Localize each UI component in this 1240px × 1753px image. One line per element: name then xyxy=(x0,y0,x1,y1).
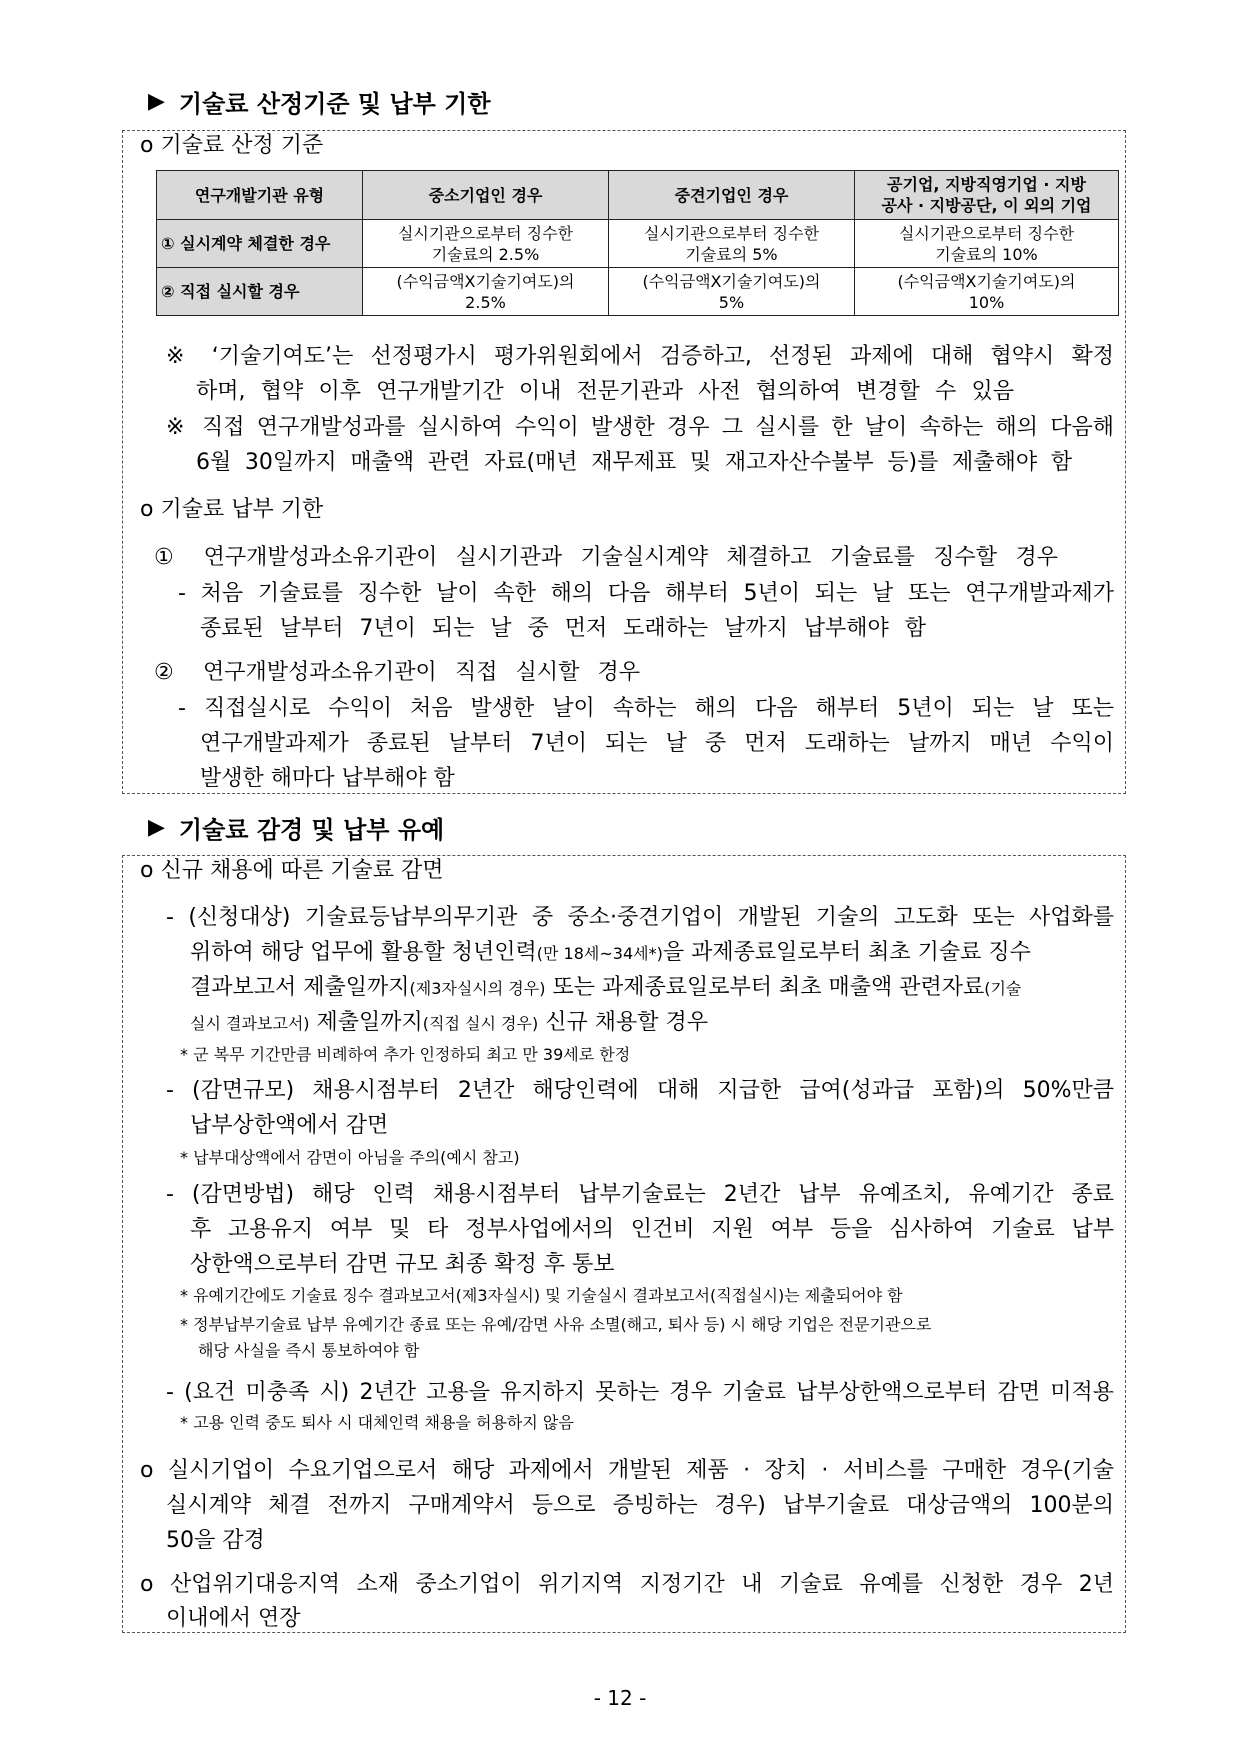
cell-line: 실시기관으로부터 징수한 xyxy=(397,223,574,243)
purchase-line: 50을 감경 xyxy=(166,1528,265,1553)
text-run: (직접 실시 경우) xyxy=(422,1014,539,1033)
note-line: ※ ‘기술기여도’는 선정평가시 평가위원회에서 검증하고, 선정된 과제에 대해 협약시 확정 xyxy=(166,344,1114,369)
cell-line: 2.5% xyxy=(465,292,506,312)
note-line: ※ 직접 연구개발성과를 실시하여 수익이 발생한 경우 그 실시를 한 날이 속하는 해의 다음해 xyxy=(166,415,1114,440)
unmet-line: - (요건 미충족 시) 2년간 고용을 유지하지 못하는 경우 기술료 납부상한액으로부터 감면 미적용 xyxy=(166,1380,1114,1405)
cell-line: 5% xyxy=(718,292,745,312)
cell-line: 기술료의 10% xyxy=(935,244,1038,264)
table-cell xyxy=(609,220,855,268)
text-run: 제출일까지 xyxy=(309,1010,423,1035)
text-run: (기술 xyxy=(984,979,1022,998)
section-heading-text: 기술료 감경 및 납부 유예 xyxy=(178,816,445,844)
table-header-row xyxy=(157,171,1119,220)
table-cell xyxy=(609,268,855,316)
scale-line: 납부상한액에서 감면 xyxy=(190,1113,389,1138)
case1-line: 종료된 날부터 7년이 되는 날 중 먼저 도래하는 날까지 납부해야 함 xyxy=(200,616,926,641)
table-cell xyxy=(855,268,1119,316)
footnote: * 고용 인력 중도 퇴사 시 대체인력 채용을 허용하지 않음 xyxy=(180,1413,574,1432)
section-heading-fee-relief xyxy=(148,810,444,845)
method-line: - (감면방법) 해당 인력 채용시점부터 납부기술료는 2년간 납부 유예조치, 유예기간 종료 xyxy=(166,1182,1114,1207)
case1-title: ① 연구개발성과소유기관이 실시기관과 기술실시계약 체결하고 기술료를 징수할 경우 xyxy=(154,545,1058,570)
target-line xyxy=(190,938,1031,969)
triangle-bullet-icon: ▶ xyxy=(148,815,165,840)
table-cell xyxy=(363,220,609,268)
footnote: * 유예기간에도 기술료 징수 결과보고서(제3자실시) 및 기술실시 결과보고서(직접실시)는 제출되어야 함 xyxy=(180,1286,903,1305)
cell-line: (수익금액X기술기여도)의 xyxy=(897,271,1076,291)
case2-line: 발생한 해마다 납부해야 함 xyxy=(200,766,455,791)
cell-line: (수익금액X기술기여도)의 xyxy=(642,271,821,291)
text-run: 또는 과제종료일로부터 최초 매출액 관련자료 xyxy=(545,975,985,1000)
target-line xyxy=(190,973,1021,1004)
table-cell xyxy=(855,220,1119,268)
row-label: ② 직접 실시할 경우 xyxy=(157,268,363,316)
cell-line: 기술료의 5% xyxy=(685,244,778,264)
purchase-line: o 실시기업이 수요기업으로서 해당 과제에서 개발된 제품 · 장치 · 서비스를 구매한 경우(기술 xyxy=(140,1458,1114,1483)
deadline-title: o 기술료 납부 기한 xyxy=(140,497,324,522)
triangle-bullet-icon: ▶ xyxy=(148,89,165,114)
method-line: 상한액으로부터 감면 규모 최종 확정 후 통보 xyxy=(190,1252,615,1277)
table-header-cell: 연구개발기관 유형 xyxy=(157,171,363,220)
table-cell xyxy=(363,268,609,316)
text-run: 을 과제종료일로부터 최초 기술료 징수 xyxy=(662,940,1031,965)
footnote: * 납부대상액에서 감면이 아님을 주의(예시 참고) xyxy=(180,1148,520,1167)
target-line xyxy=(190,1008,708,1039)
scale-line: - (감면규모) 채용시점부터 2년간 해당인력에 대해 지급한 급여(성과급 포함)의 50%만큼 xyxy=(166,1078,1114,1103)
target-line: - (신청대상) 기술료등납부의무기관 중 중소·중견기업이 개발된 기술의 고도화 또는 사업화를 xyxy=(166,905,1114,930)
row-label: ① 실시계약 체결한 경우 xyxy=(157,220,363,268)
case1-line: - 처음 기술료를 징수한 날이 속한 해의 다음 해부터 5년이 되는 날 또는 연구개발과제가 xyxy=(178,581,1114,606)
table-row xyxy=(157,268,1119,316)
text-run: 위하여 해당 업무에 활용할 청년인력 xyxy=(190,940,537,965)
header-line: 공기업, 지방직영기업 · 지방 xyxy=(887,175,1086,194)
crisis-line: o 산업위기대응지역 소재 중소기업이 위기지역 지정기간 내 기술료 유예를 신청한 경우 2년 xyxy=(140,1572,1114,1597)
case2-line: - 직접실시로 수익이 처음 발생한 날이 속하는 해의 다음 해부터 5년이 되는 날 또는 xyxy=(178,696,1114,721)
note-line: 6월 30일까지 매출액 관련 자료(매년 재무제표 및 재고자산수불부 등)를 제출해야 함 xyxy=(196,450,1072,475)
table-header-cell xyxy=(855,171,1119,220)
case2-line: 연구개발과제가 종료된 날부터 7년이 되는 날 중 먼저 도래하는 날까지 매년 수익이 xyxy=(200,731,1114,756)
text-run: 신규 채용할 경우 xyxy=(538,1010,708,1035)
page-number: - 12 - xyxy=(593,1686,647,1710)
method-line: 후 고용유지 여부 및 타 정부사업에서의 인건비 지원 여부 등을 심사하여 기술료 납부 xyxy=(190,1217,1114,1242)
cell-line: 10% xyxy=(968,292,1005,312)
text-run: (제3자실시의 경우) xyxy=(409,979,546,998)
text-run: (만 18세~34세*) xyxy=(536,944,663,963)
footnote: * 정부납부기술료 납부 유예기간 종료 또는 유예/감면 사유 소멸(해고, 퇴사 등) 시 해당 기업은 전문기관으로 xyxy=(180,1315,932,1334)
cell-line: 실시기관으로부터 징수한 xyxy=(643,223,820,243)
table-row xyxy=(157,220,1119,268)
table-header-cell: 중견기업인 경우 xyxy=(609,171,855,220)
section-heading-text: 기술료 산정기준 및 납부 기한 xyxy=(178,90,491,118)
purchase-line: 실시계약 체결 전까지 구매계약서 등으로 증빙하는 경우) 납부기술료 대상금액의 100분의 xyxy=(166,1493,1114,1518)
cell-line: (수익금액X기술기여도)의 xyxy=(396,271,575,291)
footnote: 해당 사실을 즉시 통보하여야 함 xyxy=(198,1341,420,1360)
footnote: * 군 복무 기간만큼 비례하여 추가 인정하되 최고 만 39세로 한정 xyxy=(180,1045,631,1064)
case2-title: ② 연구개발성과소유기관이 직접 실시할 경우 xyxy=(154,660,640,685)
crisis-line: 이내에서 연장 xyxy=(166,1606,301,1631)
text-run: 실시 결과보고서) xyxy=(190,1014,310,1033)
text-run: 결과보고서 제출일까지 xyxy=(190,975,410,1000)
header-line: 공사 · 지방공단, 이 외의 기업 xyxy=(881,196,1092,215)
relief-title: o 신규 채용에 따른 기술료 감면 xyxy=(140,858,444,883)
fee-rate-table xyxy=(156,170,1119,316)
section-heading-fee-standard xyxy=(148,84,491,119)
table-header-cell: 중소기업인 경우 xyxy=(363,171,609,220)
cell-line: 실시기관으로부터 징수한 xyxy=(898,223,1075,243)
cell-line: 기술료의 2.5% xyxy=(431,244,540,264)
note-line: 하며, 협약 이후 연구개발기간 이내 전문기관과 사전 협의하여 변경할 수 있음 xyxy=(196,379,1014,404)
calc-standard-title: o 기술료 산정 기준 xyxy=(140,133,324,158)
